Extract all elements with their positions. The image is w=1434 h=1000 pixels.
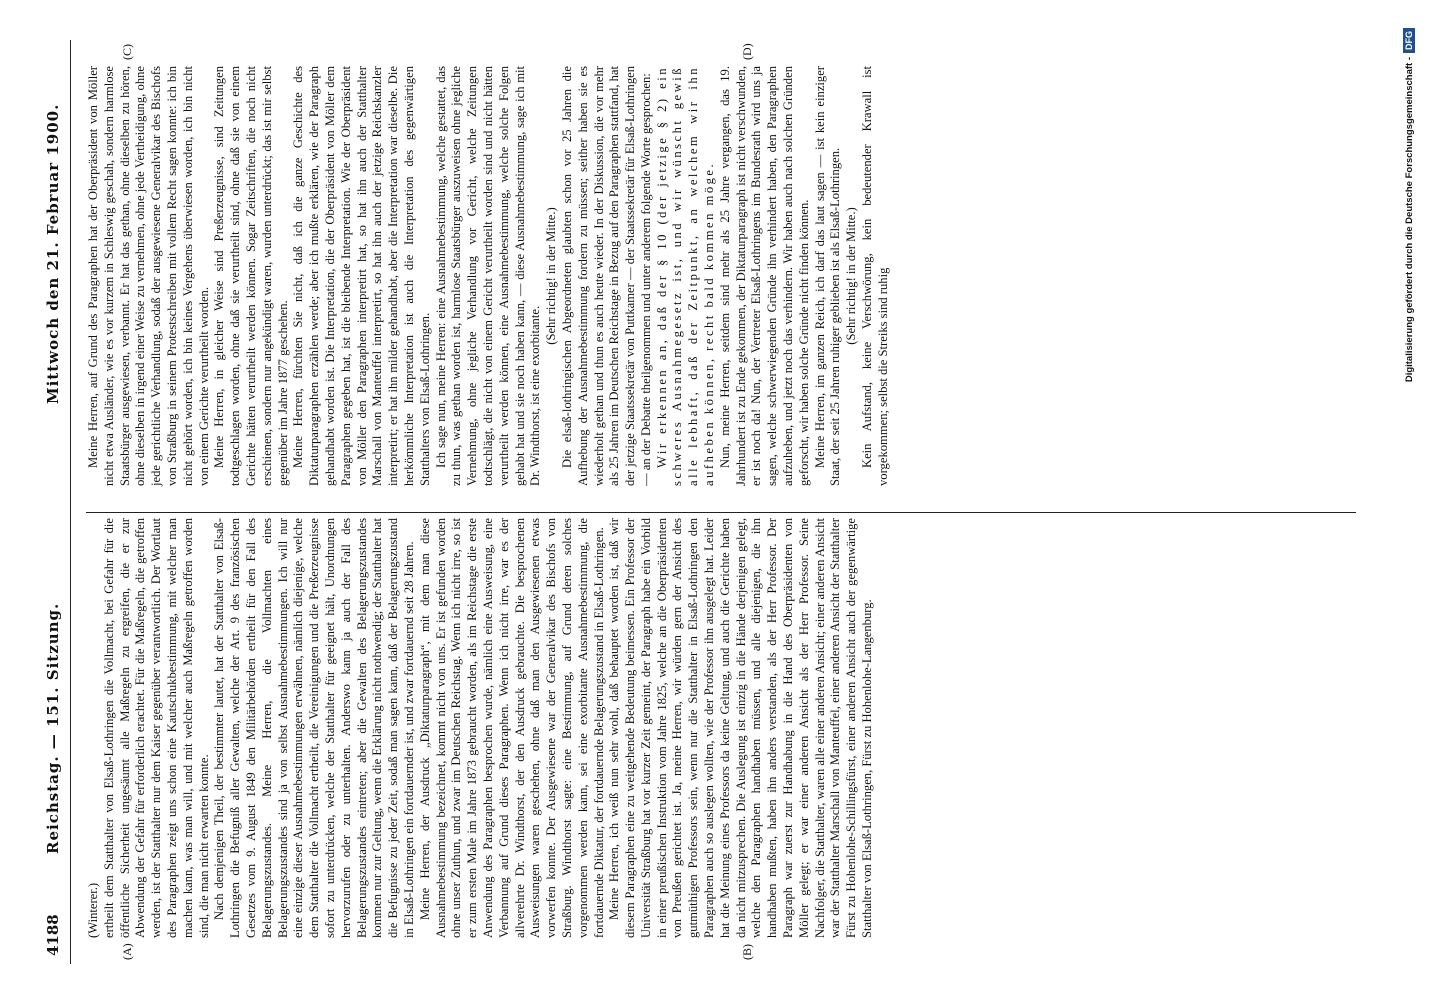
header-session: Reichstag. — 151. Sitzung.: [44, 602, 62, 854]
margin-mark-c: (C): [120, 44, 134, 60]
dfg-logo: DFG: [1403, 28, 1415, 53]
margin-mark-a: (A): [120, 943, 134, 960]
digitization-credit: [1403, 0, 1415, 1000]
paragraph: ertheilt dem Statthalter von Elsaß-Lothringen die Vollmacht, bei Gefahr für die öffentliche Sicherheit ungesäumt alle Maßregeln zu ergreifen, die er zur Abwendung der Gefahr für erforderlich erachtet. Für die Maßregeln, die getroffen werden, ist der Statthalter nur dem Kaiser gegenüber verantwortlich. Der Wortlaut des Paragraphen zeigt uns schon eine Kautschukbestimmung, mit welcher man machen kann, was man will, und mit welcher auch Maßregeln getroffen worden sind, die man nicht erwarten konnte.: [101, 518, 211, 938]
margin-mark-d: (D): [740, 43, 754, 60]
paragraph: Meine Herren, auf Grund des Paragraphen hat der Oberpräsident von Möller nicht etwa Ausländer, wie es vor kurzem in Schleswig geschah, sondern harmlose Staatsbürger ausgewiesen, verbannt. Er hat das gethan, ohne dieselben zu hören, ohne dieselben in irgend einer Weise zu vernehmen, ohne jede Vertheidigung, ohne jede gerichtliche Verhandlung, sodaß der ausgewiesene Generalvikar des Bischofs von Straßburg in seinem Protestschreiben mit vollem Recht sagen konnte: ich bin nicht gehört worden, ich bin keines Vergehens überwiesen worden, ich bin nicht von einem Gerichte verurtheilt worden.: [86, 66, 211, 486]
margin-mark-b: (B): [740, 944, 754, 960]
paragraph: Meine Herren, in gleicher Weise sind Preßerzeugnisse, sind Zeitungen todtgeschlagen worden, ohne daß sie verurtheilt sind, ohne daß sie von einem Gerichte hätten verurtheilt werden können. Sogar Zeitschriften, die noch nicht erschienen, sondern nur angekündigt waren, wurden unterdrückt; das ist mir selbst gegenüber im Jahre 1877 geschehen.: [212, 66, 290, 486]
paragraph: Die elsaß-lothringischen Abgeordneten glaubten schon vor 25 Jahren die Aufhebung der Ausnahmebestimmung fordern zu müssen; seither haben sie es wiederholt gethan und thun es auch heute wieder. In der Diskussion, die vor mehr als 25 Jahren im Deutschen Reichstage in Bezug auf den Paragraphen stattfand, hat der jetzige Staatssekretär von Puttkamer — der Staatssekretär für Elsaß-Lothringen — an der Debatte theilgenommen und unter anderem folgende Worte gesprochen:: [559, 65, 653, 486]
speaker-name: (Winterer.): [86, 882, 100, 938]
page-header: [40, 40, 68, 964]
paragraph: Meine Herren, im ganzen Reich, ich darf das laut sagen — ist kein einziger Staat, der seit 25 Jahren ruhiger geblieben ist als Elsaß-Lothringen.: [812, 66, 843, 486]
paragraph: Meine Herren, der Ausdruck „Diktaturparagraph“, mit dem man diese Ausnahmebestimmung bezeichnet, kommt nicht von uns. Er ist gefunden worden ohne unser Zuthun, und zwar im Deutschen Reichstag. Wenn ich nicht irre, so ist er zum ersten Male im Jahre 1873 gebraucht worden, als im Reichstage die erste Anwendung des Paragraphen besprochen wurde, nämlich eine Ausweisung, eine Verbannung auf Grund dieses Paragraphen. Wenn ich nicht irre, war es der allverehrte Dr. Windthorst, der den Ausdruck gebrauchte. Die besprochenen Ausweisungen waren geschehen, ohne daß man den Ausgewiesenen etwas vorwerfen konnte. Der Ausgewiesene war der Generalvikar des Bischofs von Straßburg. Windthorst sagte: eine Bestimmung, auf Grund deren solches vorgenommen werden kann, sei eine exorbitante Ausnahmebestimmung, die fortdauernde Diktatur, der fortdauernde Belagerungszustand in Elsaß-Lothringen.: [417, 518, 606, 938]
header-date: Mittwoch den 21. Februar 1900.: [44, 103, 62, 404]
interjection: (Sehr richtig! in der Mitte.): [844, 207, 859, 345]
column-divider: [86, 512, 1356, 513]
quotation: Wir erkennen an, daß der § 10 (der jetzige § 2) ein schweres Ausnahmegesetz ist, und wir wünscht gewiß alle lebhaft, daß der Zeitpunkt, an welchem wir ihn aufheben können, recht bald kommen möge.: [654, 66, 717, 486]
paragraph: Meine Herren, fürchten Sie nicht, daß ich die ganze Geschichte des Diktaturparagraphen erzählen werde; aber ich mußte erklären, wie der Paragraph gehandhabt worden ist. Die Interpretation, die der Oberpräsident von Möller dem Paragraphen gegeben hat, ist die bleibende Interpretation. Wie der Oberpräsident von Möller den Paragraphen interpretirt hat, so hat ihn auch der Statthalter Marschall von Manteuffel interpretirt, so hat ihn auch der jetzige Reichskanzler interpretirt; er hat ihn milder gehandhabt, aber die Interpretation war dieselbe. Die herkömmliche Interpretation ist auch die Interpretation des gegenwärtigen Statthalters von Elsaß-Lothringen.: [291, 66, 432, 486]
paragraph: Nach demjenigen Theil, der bestimmter lautet, hat der Statthalter von Elsaß-Lothringen die Befugniß aller Gewalten, welche der Art. 9 des französischen Gesetzes vom 9. August 1849 den Militärbehörden ertheilt für den Fall des Belagerungszustandes. Meine Herren, die Vollmachten eines Belagerungszustandes sind ja von selbst Ausnahmebestimmungen. Ich will nur eine einzige dieser Ausnahmebestimmungen erwähnen, nämlich diejenige, welche dem Statthalter die Vollmacht ertheilt, die Vereinigungen und die Preßerzeugnisse sofort zu unterdrücken, welche der Statthalter für geeignet hält, Unordnungen hervorzurufen oder zu unterhalten. Anderswo kann ja auch der Fall des Belagerungszustandes eintreten; aber die Gewalten des Belagerungszustandes kommen nur zur Geltung, wenn die Erklärung nicht nothwendig; der Statthalter hat die Befugnisse zu jeder Zeit, sodaß man sagen kann, daß der Belagerungszustand in Elsaß-Lothringen ein fortdauernder ist, und zwar fortdauernd seit 28 Jahren.: [212, 518, 416, 938]
credit-text: Digitalisierung gefördert durch die Deutsche Forschungsgemeinschaft -: [1404, 57, 1415, 383]
paragraph: Ich sage nun, meine Herren: eine Ausnahmebestimmung, welche gestattet, das zu thun, was gethan worden ist, harmlose Staatsbürger auszuweisen ohne jegliche Vernehmung, ohne jegliche Verhandlung vor Gericht, welche Zeitungen todtschlägt, die nicht von einem Gericht verurtheilt worden sind und nicht hätten verurtheilt werden können, eine Ausnahmebestimmung, welche solche Folgen gehabt hat und sie noch haben kann, — diese Ausnahmebestimmung, sage ich mit Dr. Windthorst, ist eine exorbitante.: [433, 66, 543, 486]
interjection: (Sehr richtig! in der Mitte.): [544, 207, 559, 345]
column-left: [86, 518, 876, 938]
page-number: 4188: [44, 914, 62, 956]
header-rule: [70, 40, 71, 964]
column-right: [86, 66, 892, 486]
paragraph: Nun, meine Herren, seitdem sind mehr als 25 Jahre vergangen, das 19. Jahrhundert ist zu Ende gekommen, der Diktaturparagraph ist nicht verschwunden, er ist noch da! Nun, der Vertreter Elsaß-Lothringens im Bundesrath wird uns ja sagen, welche schwerwiegenden Gründe ihn verhindert haben, den Paragraphen aufzuheben, und jetzt noch das verhindern. Wir haben auch nach solchen Gründen geforscht, wir haben solche Gründe nicht finden können.: [717, 66, 811, 486]
paragraph: Kein Aufstand, keine Verschwörung, kein bedeutender Krawall ist vorgekommen; selbst die Streiks sind ruhig: [860, 66, 890, 486]
paragraph: Meine Herren, ich weiß nun sehr wohl, daß behauptet worden ist, daß wir diesem Paragraphen eine zu weitgehende Bedeutung beimessen. Ein Professor der Universität Straßburg hat vor kurzer Zeit gemeint, der Paragraph habe ein Vorbild in einer preußischen Instruktion vom Jahre 1825, welche an die Oberpräsidenten von Preußen gerichtet ist. Ja, meine Herren, wir würden gern der Ansicht des gutmüthigen Professors sein, wenn nur die Statthalter in Elsaß-Lothringen den Paragraphen auch so auslegen wollten, wie der Professor ihn ausgelegt hat. Leider hat die Meinung eines Professors da keine Geltung, und auch die Gerichte haben da nicht mitzusprechen. Die Auslegung ist einzig in die Hände derjenigen gelegt, welche den Paragraphen handhaben müssen, und alle diejenigen, die ihn handhaben mußten, haben ihn anders verstanden, als der Herr Professor. Der Paragraph war zuerst zur Handhabung in die Hand des Oberpräsidenten von Möller gelegt; er war einer anderen Ansicht als der Herr Professor. Seine Nachfolger, die Statthalter, waren alle einer anderen Ansicht; einer anderen Ansicht war der Statthalter Marschall von Manteuffel, einer anderen Ansicht der Statthalter Fürst zu Hohenlohe-Schillingsfürst, einer anderen Ansicht auch der gegenwärtige Statthalter von Elsaß-Lothringen, Fürst zu Hohenlohe-Langenburg.: [607, 517, 875, 938]
